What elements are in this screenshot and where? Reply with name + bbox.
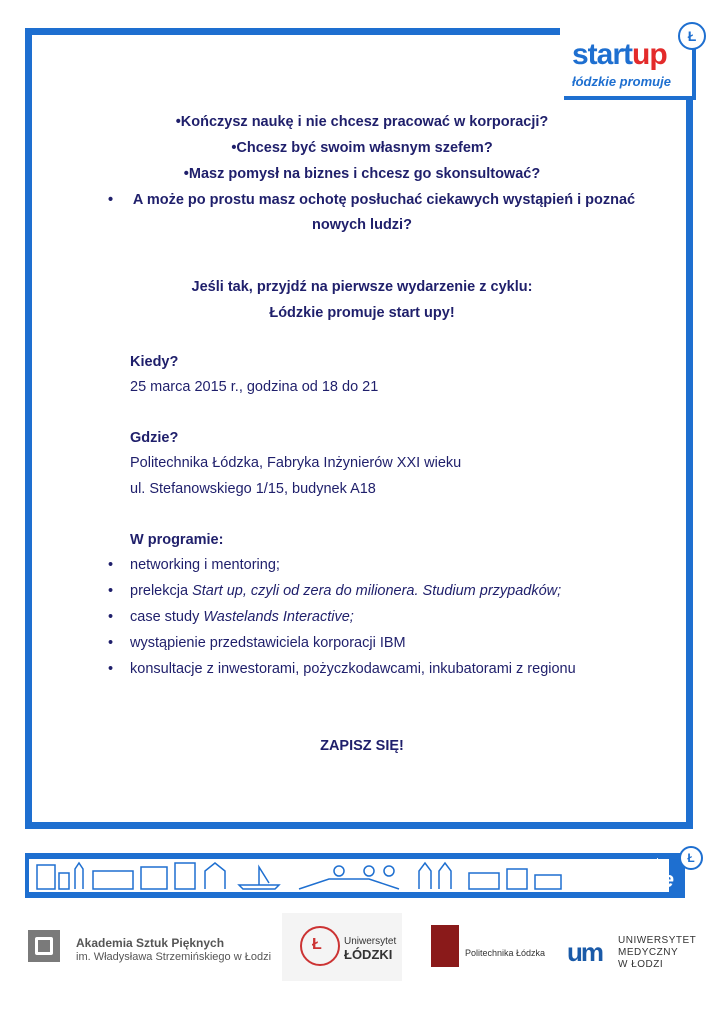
startup-logo — [560, 28, 700, 98]
where-label: Gdzie? — [130, 430, 179, 446]
bullet-glyph: • — [108, 635, 114, 651]
banner-text-small: promuje — [624, 857, 664, 869]
ul-name-1: Uniwersytet — [344, 936, 397, 947]
pl-crest-icon — [431, 925, 459, 967]
asp-logo-icon — [28, 930, 60, 962]
bullet-glyph: • — [231, 140, 237, 156]
ul-name-2: ŁÓDZKI — [344, 947, 393, 962]
logo-word-up: up — [632, 38, 667, 71]
banner-text-big: łódzkie — [599, 867, 674, 892]
program-label: W programie: — [130, 532, 224, 548]
where-line-2: ul. Stefanowskiego 1/15, budynek A18 — [130, 481, 376, 497]
promuje-lodzkie-banner — [25, 850, 712, 900]
ul-seal-icon — [300, 926, 340, 966]
bullet-glyph: • — [175, 114, 181, 130]
bullet-glyph: • — [108, 557, 114, 573]
when-value: 25 marca 2015 r., godzina od 18 do 21 — [130, 379, 379, 395]
program-item-italic: Start up, czyli od zera do milionera. Studium przypadków; — [192, 583, 562, 599]
bullet-glyph: • — [108, 609, 114, 625]
logo-badge: Ł — [678, 22, 706, 50]
question-1 — [0, 114, 724, 130]
bullet-glyph: • — [108, 583, 114, 599]
question-4: A może po prostu masz ochotę posłuchać ciekawych wystąpień i poznać — [132, 192, 636, 208]
signup-cta[interactable]: ZAPISZ SIĘ! — [320, 738, 404, 754]
when-label: Kiedy? — [130, 354, 179, 370]
question-text: Kończysz naukę i nie chcesz pracować w korporacji? — [180, 114, 549, 130]
logo-word-start: start — [572, 38, 633, 71]
question-3 — [0, 166, 724, 182]
um-name-3: W ŁODZI — [618, 959, 664, 970]
program-item-text: wystąpienie przedstawiciela korporacji IBM — [130, 635, 406, 651]
program-item-italic: Wastelands Interactive; — [203, 609, 354, 625]
program-item-text: konsultacje z inwestorami, pożyczkodawcami, inkubatorami z regionu — [130, 661, 576, 677]
bullet-glyph: • — [183, 166, 189, 182]
program-item-text: prelekcja — [130, 583, 193, 599]
program-item-text: networking i mentoring; — [130, 557, 280, 573]
banner-skyline — [29, 859, 669, 892]
um-name-1: UNIWERSYTET — [618, 935, 697, 946]
um-logo-icon: um — [567, 937, 602, 967]
pl-name: Politechnika Łódzka — [465, 948, 546, 958]
program-item-text: case study — [130, 609, 204, 625]
question-4-bullet: • — [108, 192, 114, 208]
invite-line-1: Jeśli tak, przyjdź na pierwsze wydarzenie z cyklu: — [191, 279, 533, 295]
bullet-glyph: • — [108, 661, 114, 677]
um-name-2: MEDYCZNY — [618, 947, 679, 958]
question-4-cont: nowych ludzi? — [312, 217, 412, 233]
logo-wordmark — [572, 38, 667, 72]
invite-line-2: Łódzkie promuje start upy! — [269, 305, 455, 321]
logo-subtitle: łódzkie promuje — [572, 74, 671, 89]
skyline-illustration — [29, 859, 569, 892]
question-2 — [0, 140, 724, 156]
where-line-1: Politechnika Łódzka, Fabryka Inżynierów XXI wieku — [130, 455, 462, 471]
asp-subname: im. Władysława Strzemińskiego w Łodzi — [76, 951, 272, 963]
question-text: Masz pomysł na biznes i chcesz go skonsultować? — [188, 166, 541, 182]
banner-badge: Ł — [679, 846, 703, 870]
question-text: Chcesz być swoim własnym szefem? — [236, 140, 493, 156]
asp-name: Akademia Sztuk Pięknych — [76, 936, 225, 950]
